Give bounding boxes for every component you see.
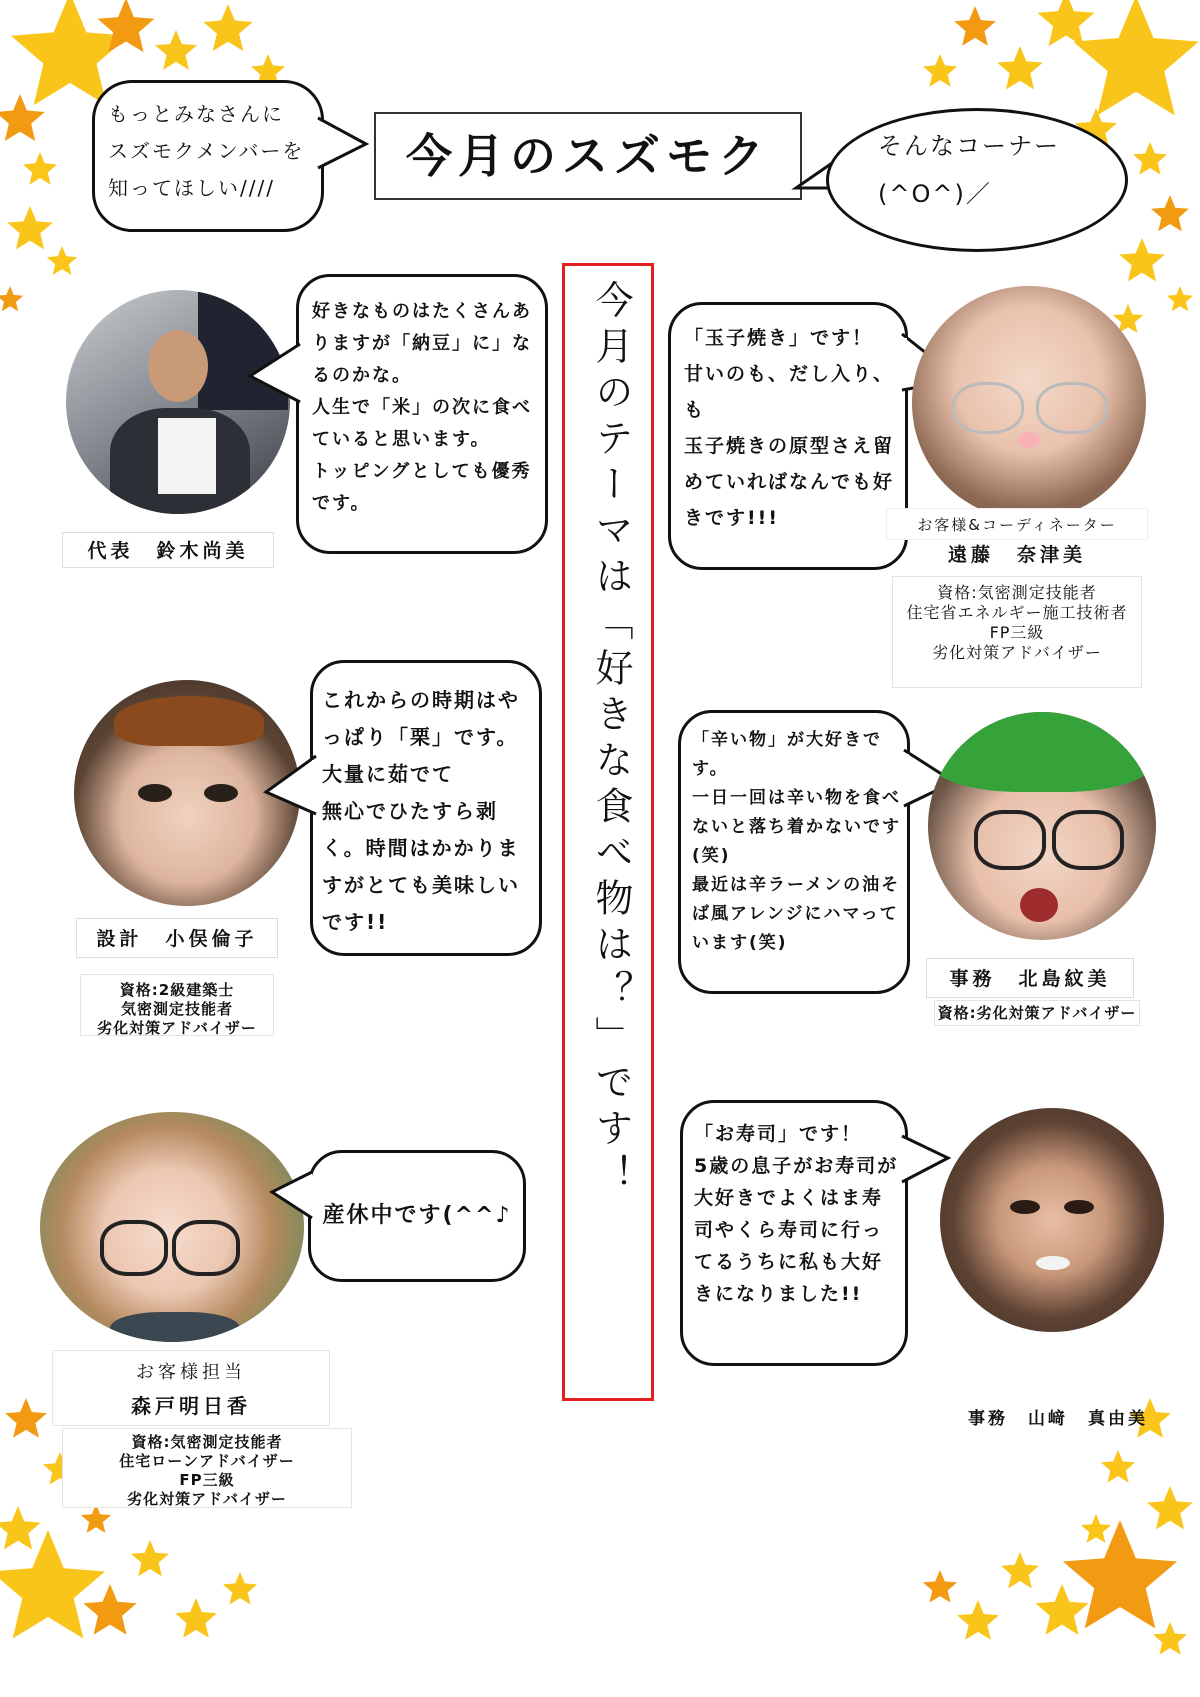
qualifications-5: 資格:気密測定技能者 住宅ローンアドバイザー FP三級 劣化対策アドバイザー <box>62 1428 352 1508</box>
portrait-photo <box>40 1112 304 1342</box>
star-icon <box>1166 286 1194 314</box>
star-icon <box>0 286 24 314</box>
star-icon <box>4 1398 48 1442</box>
star-icon <box>953 6 997 50</box>
portrait-photo <box>912 286 1146 520</box>
star-icon <box>80 1504 112 1536</box>
member-label-6: 事務 山﨑 真由美 <box>968 1409 1148 1429</box>
member-name-5: 森戸明日香 <box>131 1394 251 1418</box>
portrait-photo <box>928 712 1156 940</box>
comment-text-4: 「辛い物」が大好きです。 一日一回は辛い物を食べないと落ち着かないです(笑) 最近は辛ラーメンの油そば風アレンジにハマっています(笑) <box>692 730 901 953</box>
comment-text-1: 好きなものはたくさんありますが「納豆」に」なるのかな。 人生で「米」の次に食べていると思います。 トッピングとしても優秀です。 <box>312 301 532 514</box>
member-label-1: 代表 鈴木尚美 <box>62 532 274 568</box>
star-icon <box>1132 142 1168 178</box>
member-label-3: 設計 小俣倫子 <box>76 918 278 958</box>
star-icon <box>1036 0 1096 52</box>
star-icon <box>1080 1514 1112 1546</box>
star-icon <box>922 54 958 90</box>
theme-text: 今月のテーマは「好きな食べ物は？」です！ <box>589 280 633 1200</box>
star-icon <box>222 1572 258 1608</box>
qualifications-2: 資格:気密測定技能者 住宅省エネルギー施工技術者 FP三級 劣化対策アドバイザー <box>892 576 1142 688</box>
bubble-tail <box>262 752 322 822</box>
star-icon <box>202 4 254 56</box>
star-icon <box>1000 1552 1040 1592</box>
bubble-tail <box>314 114 374 174</box>
star-icon <box>82 1584 138 1640</box>
star-icon <box>1118 238 1166 286</box>
bubble-tail <box>246 340 306 410</box>
star-icon <box>46 246 78 278</box>
star-icon <box>996 46 1044 94</box>
star-icon <box>922 1570 958 1606</box>
page-title: 今月のスズモク <box>406 129 770 183</box>
comment-text-6: 「お寿司」です！ 5歳の息子がお寿司が大好きでよくはま寿司やくら寿司に行ってるうちに私も大好きになりました!! <box>694 1123 899 1305</box>
star-icon <box>22 152 58 188</box>
comment-text-5: 産休中です(^^♪ <box>322 1203 512 1228</box>
qualifications-4: 資格:劣化対策アドバイザー <box>934 1000 1140 1026</box>
star-icon <box>174 1598 218 1642</box>
comment-text-3: これからの時期はやっぱり「栗」です。 大量に茹でて 無心でひたすら剥く。時間はかかりますがとても美味しいです!! <box>322 688 520 934</box>
star-icon <box>956 1600 1000 1644</box>
member-role-2: お客様&コーディネーター <box>886 508 1148 540</box>
star-icon <box>96 0 156 58</box>
theme-box <box>562 263 654 1401</box>
qualifications-3: 資格:2級建築士 気密測定技能者 劣化対策アドバイザー <box>80 974 274 1036</box>
portrait-photo <box>940 1108 1164 1332</box>
member-label-4: 事務 北島紋美 <box>926 958 1134 998</box>
intro-right-text: そんなコーナー (^O^)／ <box>878 132 1060 208</box>
member-name-2: 遠藤 奈津美 <box>947 544 1086 566</box>
intro-left-text: もっとみなさんに スズモクメンバーを 知ってほしい//// <box>108 102 305 200</box>
star-icon <box>154 30 198 74</box>
member-role-5: お客様担当 <box>136 1362 246 1383</box>
star-icon <box>1034 1584 1090 1640</box>
comment-text-2: 「玉子焼き」です！ 甘いのも、だし入り、も 玉子焼きの原型さえ留めていればなんでも好きです!!! <box>684 327 895 529</box>
star-icon <box>1150 195 1190 235</box>
star-icon <box>0 94 46 146</box>
star-icon <box>1100 1450 1136 1486</box>
star-icon <box>1152 1622 1188 1658</box>
star-icon <box>130 1540 170 1580</box>
